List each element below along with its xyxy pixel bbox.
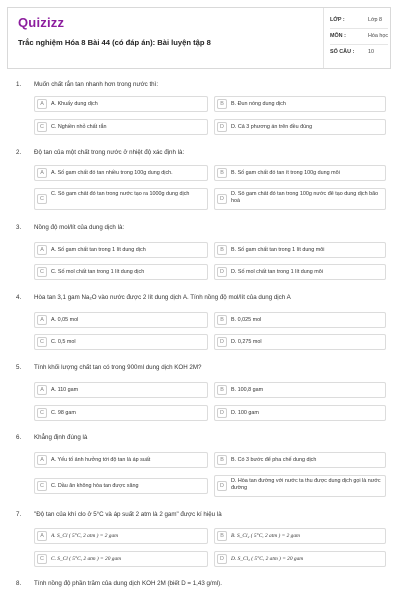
option-text: A. Số gam chất tan trong 1 lít dung dịch (51, 247, 146, 253)
question-number: 1. (16, 81, 22, 88)
option-text: A. 110 gam (51, 387, 79, 393)
option-badge: A (37, 531, 47, 541)
option-text: D. 100 gam (231, 410, 259, 416)
option-badge: A (37, 99, 47, 109)
meta-count-label: SỐ CÂU : (330, 49, 355, 55)
option-text: D. 0,275 mol (231, 339, 262, 345)
answer-option-c[interactable] (34, 119, 208, 135)
question-text: "Độ tan của khí clo ở 5°C và áp suất 2 atm là 2 gam" được kí hiệu là (34, 511, 222, 518)
option-badge: D (217, 194, 227, 204)
meta-grade-label: LỚP : (330, 17, 345, 23)
option-text: D. Cả 3 phương án trên đều đúng (231, 124, 313, 130)
answer-option-b[interactable] (214, 382, 386, 398)
option-badge: A (37, 315, 47, 325)
answer-option-d[interactable] (214, 188, 386, 210)
option-badge: C (37, 122, 47, 132)
option-badge: A (37, 385, 47, 395)
option-badge: B (217, 531, 227, 541)
option-text: D. Số mol chất tan trong 1 lít dung môi (231, 269, 323, 275)
option-text: A. Số gam chất đó tan nhiều trong 100g dung dịch. (51, 170, 173, 176)
question-number: 4. (16, 294, 22, 301)
answer-option-b[interactable] (214, 452, 386, 468)
question-number: 6. (16, 434, 22, 441)
answer-option-a[interactable] (34, 242, 208, 258)
meta-separator (330, 44, 388, 45)
meta-subject-label: MÔN : (330, 33, 346, 39)
option-badge: D (217, 554, 227, 564)
quizizz-logo: Quizizz (18, 15, 65, 30)
option-badge: A (37, 168, 47, 178)
option-text: C. Nghiền nhỏ chất rắn (51, 124, 107, 130)
option-badge: C (37, 337, 47, 347)
option-badge: D (217, 481, 227, 491)
option-text: B. Có 3 bước để pha chế dung dịch (231, 457, 317, 463)
option-badge: D (217, 337, 227, 347)
question-number: 8. (16, 580, 22, 587)
option-text: A. 0,05 mol (51, 317, 79, 323)
option-text: A. Khuấy dung dịch (51, 101, 98, 107)
option-text: B. S_Cl₂ ( 5°C, 2 atm ) = 2 gam (231, 533, 300, 539)
answer-option-b[interactable] (214, 96, 386, 112)
meta-grade-value: Lớp 8 (368, 17, 383, 23)
option-text: B. 0,025 mol (231, 317, 262, 323)
option-badge: C (37, 408, 47, 418)
question-text: Hòa tan 3,1 gam Na₂O vào nước được 2 lít dung dịch A. Tính nồng độ mol/lít của dung dịch A (34, 294, 291, 301)
answer-option-d[interactable] (214, 405, 386, 421)
answer-option-c[interactable] (34, 478, 208, 494)
question-text: Tính khối lượng chất tan có trong 900ml dung dịch KOH 2M? (34, 364, 202, 371)
header-divider (323, 8, 324, 68)
option-text: C. Số gam chất đó tan trong nước tạo ra 1000g dung dịch (51, 191, 190, 197)
meta-separator (330, 28, 388, 29)
question-text: Muốn chất rắn tan nhanh hơn trong nước thì: (34, 81, 159, 88)
option-badge: D (217, 122, 227, 132)
option-text: D. Số gam chất đó tan trong 100g nước để tạo dung dịch bão hoà (231, 191, 379, 204)
option-badge: B (217, 455, 227, 465)
question-text: Độ tan của một chất trong nước ở nhiệt độ xác định là: (34, 149, 185, 156)
option-text: B. Số gam chất đó tan ít trong 100g dung môi (231, 170, 340, 176)
option-badge: C (37, 194, 47, 204)
answer-option-a[interactable] (34, 382, 208, 398)
option-badge: D (217, 408, 227, 418)
option-badge: D (217, 267, 227, 277)
question-number: 2. (16, 149, 22, 156)
answer-option-b[interactable] (214, 312, 386, 328)
option-text: B. Đun nóng dung dịch (231, 101, 286, 107)
answer-option-a[interactable] (34, 96, 208, 112)
question-number: 3. (16, 224, 22, 231)
option-text: A. Yếu tố ảnh hưởng tới độ tan là áp suất (51, 457, 151, 463)
option-badge: A (37, 455, 47, 465)
option-text: B. Số gam chất tan trong 1 lít dung môi (231, 247, 325, 253)
question-text: Nồng độ mol/lít của dung dịch là: (34, 224, 125, 231)
option-text: C. Số mol chất tan trong 1 lít dung dịch (51, 269, 145, 275)
answer-option-b[interactable] (214, 165, 386, 181)
answer-option-a[interactable] (34, 452, 208, 468)
option-badge: C (37, 481, 47, 491)
answer-option-b[interactable] (214, 242, 386, 258)
answer-option-c[interactable] (34, 188, 208, 210)
worksheet-header (7, 7, 391, 69)
option-text: C. 98 gam (51, 410, 76, 416)
answer-option-a[interactable] (34, 528, 208, 544)
answer-option-a[interactable] (34, 165, 208, 181)
answer-option-c[interactable] (34, 334, 208, 350)
answer-option-b[interactable] (214, 528, 386, 544)
question-text: Khẳng định đúng là (34, 434, 88, 441)
option-badge: B (217, 315, 227, 325)
answer-option-c[interactable] (34, 405, 208, 421)
meta-subject-value: Hóa học (368, 33, 389, 39)
option-text: C. Dầu ăn không hòa tan được xăng (51, 483, 139, 489)
option-badge: C (37, 267, 47, 277)
option-text: D. Hòa tan đường với nước ta thu được dung dịch gọi là nước đường (231, 478, 381, 491)
answer-option-d[interactable] (214, 334, 386, 350)
answer-option-d[interactable] (214, 551, 386, 567)
question-text: Tính nồng độ phần trăm của dung dịch KOH 2M (biết D = 1,43 g/ml). (34, 580, 222, 587)
option-badge: B (217, 245, 227, 255)
option-text: A. S_Cl ( 5°C, 2 atm ) = 2 gam (51, 533, 119, 539)
option-badge: B (217, 385, 227, 395)
answer-option-a[interactable] (34, 312, 208, 328)
option-text: D. S_Cl₂ ( 5°C, 2 atm ) = 20 gam (231, 556, 304, 562)
question-number: 7. (16, 511, 22, 518)
worksheet-title: Trắc nghiệm Hóa 8 Bài 44 (có đáp án): Bài luyện tập 8 (18, 38, 211, 47)
option-badge: A (37, 245, 47, 255)
option-text: C. S_Cl ( 5°C, 2 atm ) = 20 gam (51, 556, 122, 562)
question-number: 5. (16, 364, 22, 371)
option-badge: B (217, 99, 227, 109)
option-text: C. 0,5 mol (51, 339, 76, 345)
option-badge: C (37, 554, 47, 564)
answer-option-d[interactable] (214, 119, 386, 135)
answer-option-c[interactable] (34, 551, 208, 567)
answer-option-d[interactable] (214, 264, 386, 280)
answer-option-c[interactable] (34, 264, 208, 280)
option-badge: B (217, 168, 227, 178)
option-text: B. 100,8 gam (231, 387, 264, 393)
meta-count-value: 10 (368, 49, 374, 55)
answer-option-d[interactable] (214, 475, 386, 497)
